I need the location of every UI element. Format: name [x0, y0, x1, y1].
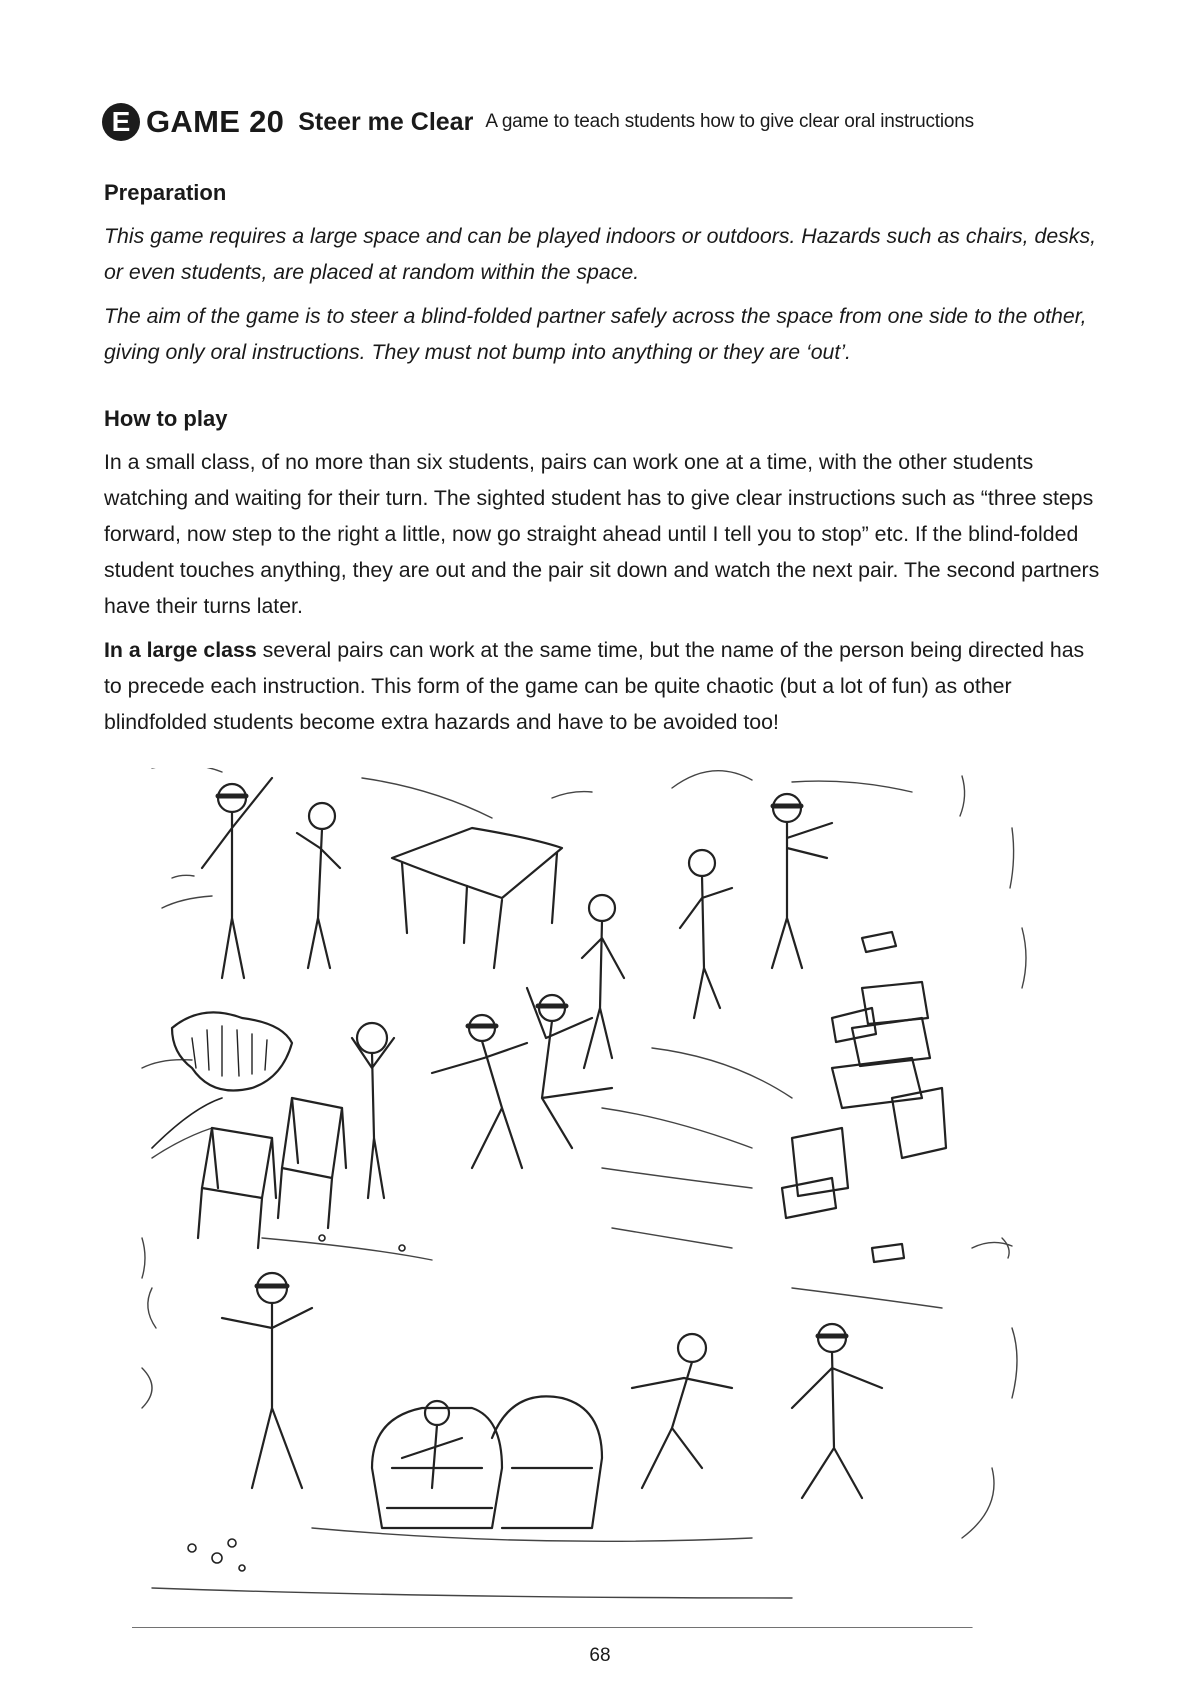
large-class-text: several pairs can work at the same time, but the name of the person being directed has to precede each instruction. This form of the game can be quite chaotic (but a lot of fun) as other blindfolded students become extra hazards and have to be avoided too! — [104, 638, 1085, 734]
how-to-play-paragraph-2 — [104, 632, 1100, 740]
large-class-lead: In a large class — [104, 638, 257, 662]
how-to-play-paragraph-1: In a small class, of no more than six students, pairs can work one at a time, with the other students watching and waiting for their turn. The sighted student has to give clear instructions such as “three steps forward, now step to the right a little, now go straight ahead until I tell you to stop” etc. If the blind-folded student touches anything, they are out and the pair sit down and watch the next pair. The second partners have their turns later. — [104, 450, 1100, 618]
page-number: 68 — [589, 1645, 611, 1666]
game-header — [102, 100, 1102, 144]
preparation-paragraph-2: The aim of the game is to steer a blind-folded partner safely across the space from one side to the other, giving only oral instructions. They must not bump into anything or they are ‘out’. — [104, 304, 1087, 364]
people — [202, 778, 882, 1498]
pebbles — [188, 1235, 405, 1571]
floor-hole — [172, 1012, 292, 1090]
section-badge-icon: E — [102, 103, 140, 141]
armchairs — [372, 1396, 602, 1528]
chairs — [152, 1098, 346, 1248]
game-illustration — [132, 768, 1072, 1628]
preparation-paragraph-1: This game requires a large space and can be played indoors or outdoors. Hazards such as chairs, desks, or even students, are placed at random within the space. — [104, 224, 1097, 284]
floor-sketch-lines — [132, 768, 1026, 1628]
preparation-heading: Preparation — [104, 180, 227, 205]
game-name: Steer me Clear — [298, 107, 474, 136]
page-body — [104, 178, 1100, 748]
how-to-play-heading: How to play — [104, 406, 228, 431]
game-number: GAME 20 — [146, 104, 285, 139]
stacked-boxes — [782, 932, 946, 1262]
game-subtitle: A game to teach students how to give clear oral instructions — [485, 111, 974, 132]
table — [392, 828, 562, 968]
